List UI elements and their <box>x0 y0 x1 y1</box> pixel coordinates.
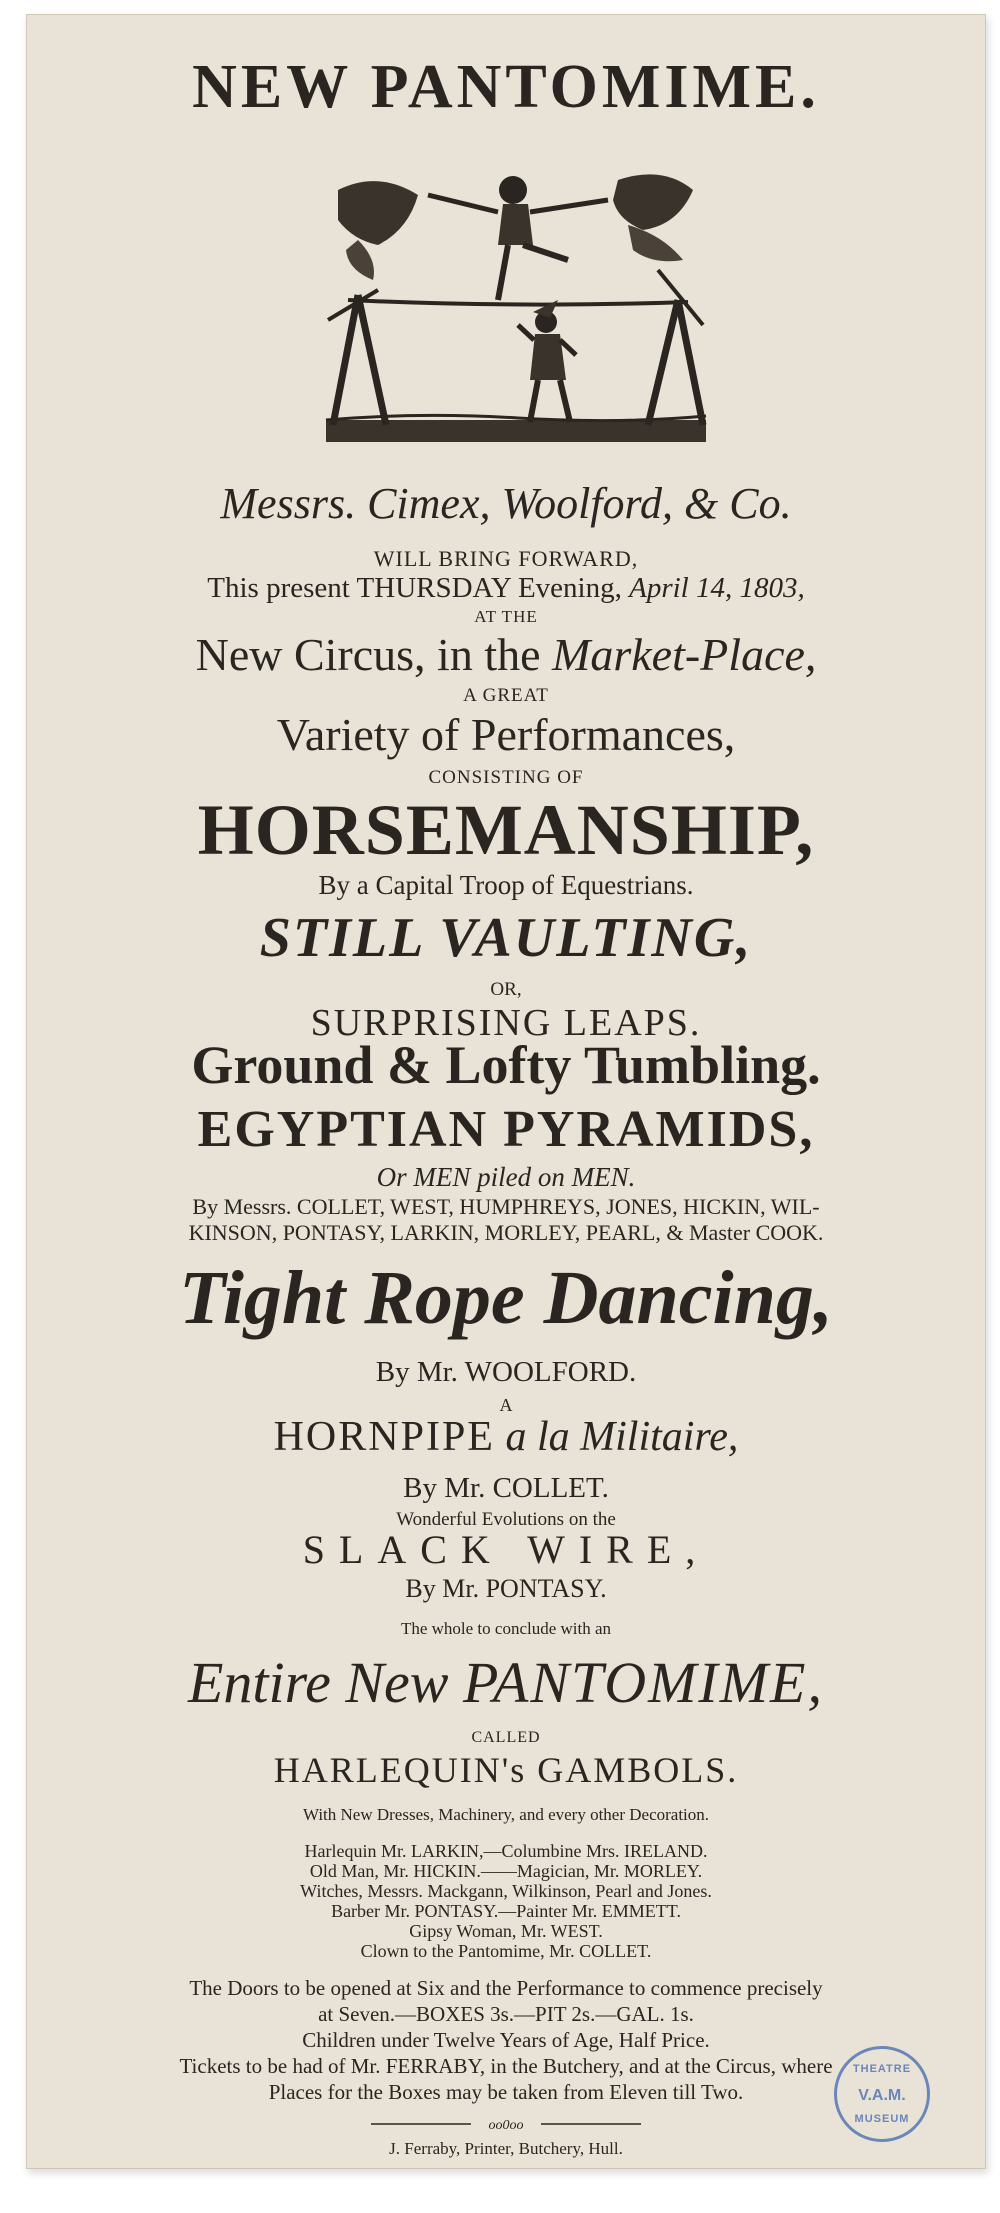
entire-new: Entire New <box>188 1650 449 1715</box>
cast-line-2: Old Man, Mr. HICKIN.——Magician, Mr. MORLEY. <box>309 1861 703 1881</box>
cast-line-6: Clown to the Pantomime, Mr. COLLET. <box>360 1941 652 1961</box>
cast-line-4: Barber Mr. PONTASY.—Painter Mr. EMMETT. <box>331 1901 681 1921</box>
performers-line-2: KINSON, PONTASY, LARKIN, MORLEY, PEARL, & Master COOK. <box>188 1220 824 1245</box>
hornpipe-by: By Mr. COLLET. <box>403 1472 609 1504</box>
slack-wire-by: By Mr. PONTASY. <box>405 1574 607 1603</box>
venue-prefix: New Circus, in the <box>195 629 541 680</box>
doors-line-2: at Seven.—BOXES 3s.—PIT 2s.—GAL. 1s. <box>318 2002 694 2026</box>
men-piled-line: Or MEN piled on MEN. <box>376 1162 636 1192</box>
slack-wire-heading: SLACK WIRE, <box>302 1527 710 1572</box>
harlequin-title: HARLEQUIN's GAMBOLS. <box>273 1750 739 1790</box>
decorations-line: With New Dresses, Machinery, and every other Decoration. <box>302 1805 710 1824</box>
performers-line-1: By Messrs. COLLET, WEST, HUMPHREYS, JONES, HICKIN, WIL- <box>192 1194 820 1219</box>
cast-line-5: Gipsy Woman, Mr. WEST. <box>409 1921 603 1941</box>
tumbling-heading: Ground & Lofty Tumbling. <box>191 1035 821 1095</box>
stamp-top-text: THEATRE <box>852 2063 912 2075</box>
wonderful-evolutions: Wonderful Evolutions on the <box>396 1509 616 1530</box>
date-value: April 14, 1803, <box>629 572 805 604</box>
at-the: AT THE <box>474 607 538 626</box>
tight-rope-heading: Tight Rope Dancing, <box>179 1256 833 1340</box>
pantomime-word: PANTOMIME, <box>462 1650 824 1715</box>
doors-line-1: The Doors to be opened at Six and the Performance to commence precisely <box>189 1976 823 2000</box>
consisting-of: CONSISTING OF <box>428 767 584 788</box>
surprising-leaps: SURPRISING LEAPS. <box>310 1002 702 1044</box>
horsemanship-heading: HORSEMANSHIP, <box>197 790 815 870</box>
children-line: Children under Twelve Years of Age, Half Price. <box>302 2028 710 2052</box>
a-line: A <box>499 1395 513 1415</box>
hornpipe-word: HORNPIPE <box>273 1414 495 1460</box>
hornpipe-line <box>26 1416 986 1458</box>
date-line <box>26 574 986 603</box>
conclude-line: The whole to conclude with an <box>400 1619 612 1638</box>
tickets-line-2: Places for the Boxes may be taken from Eleven till Two. <box>268 2080 744 2104</box>
stamp-mid-text: V.A.M. <box>858 2087 906 2104</box>
ornament-rule <box>371 2114 641 2134</box>
still-vaulting-heading: STILL VAULTING, <box>259 907 753 969</box>
playbill-sheet <box>26 14 986 2169</box>
printer-line: J. Ferraby, Printer, Butchery, Hull. <box>389 2139 623 2158</box>
stamp-bottom-text: MUSEUM <box>854 2113 910 2125</box>
cast-line-3: Witches, Messrs. Mackgann, Wilkinson, Pearl and Jones. <box>300 1881 712 1901</box>
will-bring-forward: WILL BRING FORWARD, <box>373 546 639 571</box>
entire-new-pantomime-line <box>26 1650 986 1715</box>
ornament-text: oo0oo <box>488 2118 524 2133</box>
tickets-line-1: Tickets to be had of Mr. FERRABY, in the Butchery, and at the Circus, where <box>179 2054 833 2078</box>
museum-stamp <box>834 2046 930 2142</box>
or-line: OR, <box>490 979 522 1000</box>
pyramids-heading: EGYPTIAN PYRAMIDS, <box>197 1101 815 1158</box>
presenters-line: Messrs. Cimex, Woolford, & Co. <box>220 479 792 528</box>
tightrope-woodcut-illustration <box>318 150 714 450</box>
tight-rope-by: By Mr. WOOLFORD. <box>375 1356 637 1388</box>
date-line-prefix: This present THURSDAY Evening, <box>207 572 622 604</box>
horsemanship-by: By a Capital Troop of Equestrians. <box>318 870 694 900</box>
cast-line-1: Harlequin Mr. LARKIN,—Columbine Mrs. IRELAND. <box>304 1841 708 1861</box>
a-great: A GREAT <box>463 685 549 706</box>
variety-line: Variety of Performances, <box>276 709 736 760</box>
hornpipe-suffix: a la Militaire, <box>505 1414 739 1460</box>
venue-line <box>26 629 986 680</box>
playbill-title: NEW PANTOMIME. <box>192 53 820 121</box>
called-line: CALLED <box>471 1729 541 1746</box>
venue-place: Market-Place, <box>552 629 817 680</box>
